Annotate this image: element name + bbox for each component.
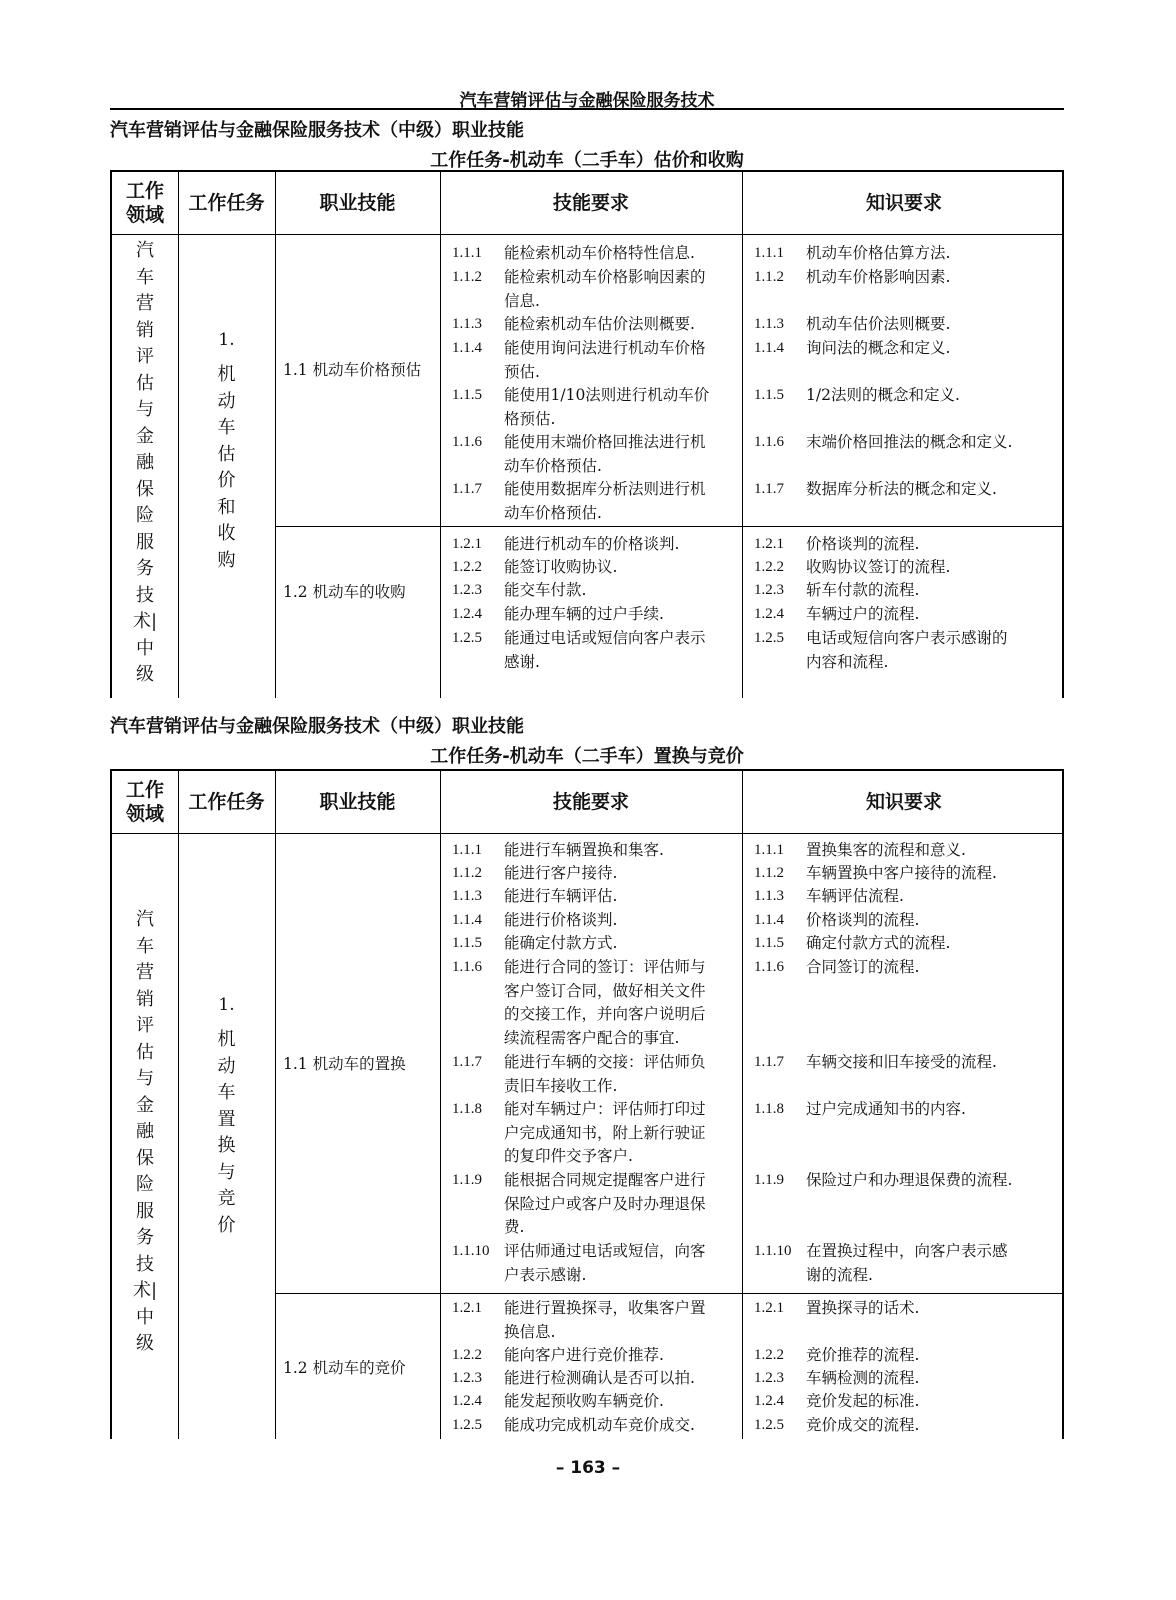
item-number: 1.1.3 — [754, 316, 784, 332]
item-number: 1.2.3 — [754, 1370, 784, 1386]
item-number: 1.1.1 — [754, 842, 784, 858]
knowledge-requirement-item — [754, 603, 1064, 627]
item-number: 1.1.9 — [452, 1172, 482, 1188]
skill-requirement-item — [452, 1051, 736, 1098]
item-number: 1.2.2 — [754, 559, 784, 575]
item-text: 机动车价格估算方法. — [806, 244, 951, 262]
item-text: 车辆过户的流程. — [806, 605, 920, 623]
knowledge-requirement-item — [754, 533, 1064, 557]
skill-requirement-item — [452, 1414, 736, 1438]
skill-requirement-item — [452, 1297, 736, 1344]
skill-requirement-item — [452, 627, 736, 674]
item-number: 1.1.3 — [452, 316, 482, 332]
item-text: 能使用1/10法则进行机动车价 格预估. — [504, 386, 710, 428]
knowledge-requirement-item — [754, 1297, 1064, 1321]
item-text: 确定付款方式的流程. — [806, 934, 951, 952]
item-number: 1.2.1 — [754, 1300, 784, 1316]
knowledge-requirement-item — [754, 556, 1064, 580]
skills-table — [110, 170, 1064, 698]
header-skill-req: 技能要求 — [552, 791, 629, 813]
knowledge-requirement-item — [754, 337, 1064, 361]
item-text: 机动车估价法则概要. — [806, 315, 951, 333]
knowledge-requirement-item — [754, 1367, 1064, 1391]
item-text: 能使用询问法进行机动车价格 预估. — [504, 339, 706, 381]
knowledge-requirement-item — [754, 1051, 1064, 1075]
skill-requirement-item — [452, 337, 736, 384]
item-number: 1.1.3 — [452, 888, 482, 904]
skill-requirement-item — [452, 242, 736, 266]
item-number: 1.1.8 — [754, 1101, 784, 1117]
item-number: 1.1.10 — [754, 1243, 792, 1259]
item-text: 收购协议签订的流程. — [806, 558, 951, 576]
knowledge-requirement-item — [754, 431, 1064, 455]
header-task: 工作任务 — [188, 791, 265, 813]
skill-requirement-item — [452, 384, 736, 431]
header-domain: 工作 领域 — [125, 180, 164, 226]
item-number: 1.1.5 — [754, 387, 784, 403]
knowledge-requirement-item — [754, 1414, 1064, 1438]
item-text: 车辆检测的流程. — [806, 1369, 920, 1387]
skill-requirement-item — [452, 533, 736, 557]
column-divider — [275, 172, 276, 698]
skill-requirement-item — [452, 1390, 736, 1414]
column-divider — [440, 771, 441, 1439]
item-text: 竞价推荐的流程. — [806, 1346, 920, 1364]
item-number: 1.2.1 — [452, 1300, 482, 1316]
item-text: 数据库分析法的概念和定义. — [806, 480, 997, 498]
item-number: 1.1.6 — [452, 434, 482, 450]
item-text: 车辆置换中客户接待的流程. — [806, 864, 997, 882]
item-number: 1.1.7 — [452, 1054, 482, 1070]
item-number: 1.1.2 — [754, 269, 784, 285]
section-title: 汽车营销评估与金融保险服务技术（中级）职业技能 — [110, 120, 524, 141]
column-divider — [742, 771, 743, 1439]
item-number: 1.1.7 — [754, 1054, 784, 1070]
item-text: 能对车辆过户：评估师打印过 户完成通知书，附上新行驶证 的复印件交予客户. — [504, 1100, 706, 1165]
item-number: 1.1.5 — [452, 935, 482, 951]
work-domain-text: 汽车营销评估与金融保险服务技术|中级 — [133, 909, 158, 1354]
skill-requirement-item — [452, 932, 736, 956]
item-text: 能确定付款方式. — [504, 934, 618, 952]
item-text: 能进行车辆的交接：评估师负 责旧车接收工作. — [504, 1053, 706, 1095]
row-divider — [275, 1293, 1062, 1294]
item-text: 能使用末端价格回推法进行机 动车价格预估. — [504, 433, 706, 475]
page-number: – 163 – — [555, 1458, 621, 1478]
item-text: 评估师通过电话或短信，向客 户表示感谢. — [504, 1242, 706, 1284]
skill-requirement-item — [452, 1367, 736, 1391]
section-subtitle: 工作任务-机动车（二手车）估价和收购 — [430, 150, 744, 171]
item-number: 1.2.1 — [754, 536, 784, 552]
item-number: 1.1.5 — [754, 935, 784, 951]
skill-requirement-item — [452, 603, 736, 627]
item-text: 过户完成通知书的内容. — [806, 1100, 966, 1118]
item-text: 保险过户和办理退保费的流程. — [806, 1171, 1013, 1189]
skill-name: 1.2 机动车的竞价 — [283, 1359, 406, 1377]
skill-requirement-item — [452, 909, 736, 933]
item-text: 能进行合同的签订：评估师与 客户签订合同，做好相关文件 的交接工作，并向客户说明后 续流程需客户配合的事宜. — [504, 958, 706, 1047]
knowledge-requirement-item — [754, 1390, 1064, 1414]
item-text: 价格谈判的流程. — [806, 535, 920, 553]
item-text: 能检索机动车估价法则概要. — [504, 315, 695, 333]
item-number: 1.1.3 — [754, 888, 784, 904]
item-number: 1.1.1 — [754, 245, 784, 261]
item-number: 1.2.1 — [452, 536, 482, 552]
skill-requirement-item — [452, 862, 736, 886]
item-text: 末端价格回推法的概念和定义. — [806, 433, 1013, 451]
skill-requirement-item — [452, 556, 736, 580]
item-number: 1.1.4 — [754, 912, 784, 928]
item-number: 1.1.5 — [452, 387, 482, 403]
task-text: 机动车置换与竞价 — [217, 1029, 236, 1236]
item-number: 1.2.5 — [452, 1417, 482, 1433]
item-number: 1.1.9 — [754, 1172, 784, 1188]
knowledge-requirement-item — [754, 1098, 1064, 1122]
knowledge-requirement-item — [754, 839, 1064, 863]
skill-requirement-item — [452, 839, 736, 863]
item-number: 1.1.7 — [754, 481, 784, 497]
item-text: 竞价成交的流程. — [806, 1416, 920, 1434]
item-text: 能交车付款. — [504, 581, 587, 599]
knowledge-requirement-item — [754, 242, 1064, 266]
item-text: 能根据合同规定提醒客户进行 保险过户或客户及时办理退保 费. — [504, 1171, 706, 1236]
item-text: 置换集客的流程和意义. — [806, 841, 966, 859]
item-text: 能成功完成机动车竞价成交. — [504, 1416, 695, 1434]
skill-requirement-item — [452, 478, 736, 525]
item-number: 1.2.2 — [754, 1347, 784, 1363]
item-number: 1.2.4 — [452, 606, 482, 622]
item-text: 能进行机动车的价格谈判. — [504, 535, 680, 553]
running-header: 汽车营销评估与金融保险服务技术 — [459, 91, 715, 111]
skill-requirement-item — [452, 579, 736, 603]
knowledge-requirement-item — [754, 909, 1064, 933]
item-number: 1.1.7 — [452, 481, 482, 497]
item-number: 1.2.5 — [452, 630, 482, 646]
skill-requirement-item — [452, 313, 736, 337]
item-number: 1.1.4 — [452, 912, 482, 928]
item-text: 询问法的概念和定义. — [806, 339, 951, 357]
item-number: 1.1.1 — [452, 245, 482, 261]
header-divider — [112, 234, 1062, 235]
header-rule — [110, 108, 1064, 110]
header-knowledge-req: 知识要求 — [865, 192, 942, 214]
item-text: 机动车价格影响因素. — [806, 268, 951, 286]
item-text: 在置换过程中，向客户表示感 谢的流程. — [806, 1242, 1008, 1284]
item-number: 1.1.6 — [754, 434, 784, 450]
item-text: 置换探寻的话术. — [806, 1299, 920, 1317]
item-text: 1/2法则的概念和定义. — [806, 386, 960, 404]
knowledge-requirement-item — [754, 932, 1064, 956]
skill-requirement-item — [452, 431, 736, 478]
item-text: 能检索机动车价格特性信息. — [504, 244, 695, 262]
skill-requirement-item — [452, 1169, 736, 1240]
item-number: 1.2.2 — [452, 559, 482, 575]
item-text: 价格谈判的流程. — [806, 911, 920, 929]
item-number: 1.1.4 — [754, 340, 784, 356]
knowledge-requirement-item — [754, 266, 1064, 290]
skill-name: 1.1 机动车的置换 — [283, 1055, 406, 1073]
skill-requirement-item — [452, 1098, 736, 1169]
knowledge-requirement-item — [754, 1240, 1064, 1287]
item-number: 1.2.4 — [754, 606, 784, 622]
item-number: 1.1.2 — [452, 865, 482, 881]
header-skill: 职业技能 — [319, 791, 396, 813]
work-domain-text: 汽车营销评估与金融保险服务技术|中级 — [133, 240, 158, 685]
item-number: 1.1.6 — [452, 959, 482, 975]
item-number: 1.2.4 — [754, 1393, 784, 1409]
item-text: 能进行检测确认是否可以拍. — [504, 1369, 695, 1387]
knowledge-requirement-item — [754, 579, 1064, 603]
skill-requirement-item — [452, 885, 736, 909]
skill-name: 1.1 机动车价格预估 — [283, 361, 422, 379]
skill-requirement-item — [452, 1344, 736, 1368]
knowledge-requirement-item — [754, 478, 1064, 502]
item-number: 1.1.8 — [452, 1101, 482, 1117]
header-divider — [112, 833, 1062, 834]
item-text: 能办理车辆的过户手续. — [504, 605, 664, 623]
item-text: 电话或短信向客户表示感谢的 内容和流程. — [806, 629, 1008, 671]
knowledge-requirement-item — [754, 1344, 1064, 1368]
knowledge-requirement-item — [754, 956, 1064, 980]
task-text: 机动车估价和收购 — [217, 364, 236, 571]
item-number: 1.1.1 — [452, 842, 482, 858]
item-number: 1.1.6 — [754, 959, 784, 975]
skills-table — [110, 769, 1064, 1439]
item-number: 1.2.5 — [754, 630, 784, 646]
item-text: 能进行客户接待. — [504, 864, 618, 882]
item-text: 车辆评估流程. — [806, 887, 904, 905]
item-text: 能通过电话或短信向客户表示 感谢. — [504, 629, 706, 671]
skill-name: 1.2 机动车的收购 — [283, 583, 406, 601]
knowledge-requirement-item — [754, 862, 1064, 886]
item-text: 竞价发起的标准. — [806, 1392, 920, 1410]
knowledge-requirement-item — [754, 885, 1064, 909]
column-divider — [742, 172, 743, 698]
item-text: 车辆交接和旧车接受的流程. — [806, 1053, 997, 1071]
item-number: 1.2.3 — [452, 1370, 482, 1386]
item-number: 1.2.5 — [754, 1417, 784, 1433]
column-divider — [440, 172, 441, 698]
header-task: 工作任务 — [188, 192, 265, 214]
item-text: 能进行置换探寻，收集客户置 换信息. — [504, 1299, 706, 1341]
item-text: 能使用数据库分析法则进行机 动车价格预估. — [504, 480, 706, 522]
skill-requirement-item — [452, 956, 736, 1050]
row-divider — [275, 526, 1062, 527]
item-text: 斩车付款的流程. — [806, 581, 920, 599]
item-number: 1.2.3 — [754, 582, 784, 598]
item-text: 能签订收购协议. — [504, 558, 618, 576]
item-text: 能进行车辆置换和集客. — [504, 841, 664, 859]
knowledge-requirement-item — [754, 1169, 1064, 1193]
column-divider — [275, 771, 276, 1439]
item-number: 1.1.10 — [452, 1243, 490, 1259]
knowledge-requirement-item — [754, 627, 1064, 674]
knowledge-requirement-item — [754, 384, 1064, 408]
section-subtitle: 工作任务-机动车（二手车）置换与竞价 — [430, 746, 744, 767]
item-number: 1.2.2 — [452, 1347, 482, 1363]
item-text: 能向客户进行竞价推荐. — [504, 1346, 664, 1364]
skill-requirement-item — [452, 1240, 736, 1287]
item-text: 合同签订的流程. — [806, 958, 920, 976]
item-number: 1.1.2 — [754, 865, 784, 881]
item-text: 能进行车辆评估. — [504, 887, 618, 905]
section-title: 汽车营销评估与金融保险服务技术（中级）职业技能 — [110, 716, 524, 737]
item-number: 1.1.2 — [452, 269, 482, 285]
item-text: 能检索机动车价格影响因素的 信息. — [504, 268, 706, 310]
header-skill-req: 技能要求 — [552, 192, 629, 214]
item-text: 能进行价格谈判. — [504, 911, 618, 929]
item-number: 1.1.4 — [452, 340, 482, 356]
item-number: 1.2.4 — [452, 1393, 482, 1409]
item-number: 1.2.3 — [452, 582, 482, 598]
skill-requirement-item — [452, 266, 736, 313]
task-number: 1. — [218, 995, 235, 1015]
knowledge-requirement-item — [754, 313, 1064, 337]
header-skill: 职业技能 — [319, 192, 396, 214]
header-knowledge-req: 知识要求 — [865, 791, 942, 813]
task-number: 1. — [218, 330, 235, 350]
header-domain: 工作 领域 — [125, 779, 164, 825]
item-text: 能发起预收购车辆竞价. — [504, 1392, 664, 1410]
